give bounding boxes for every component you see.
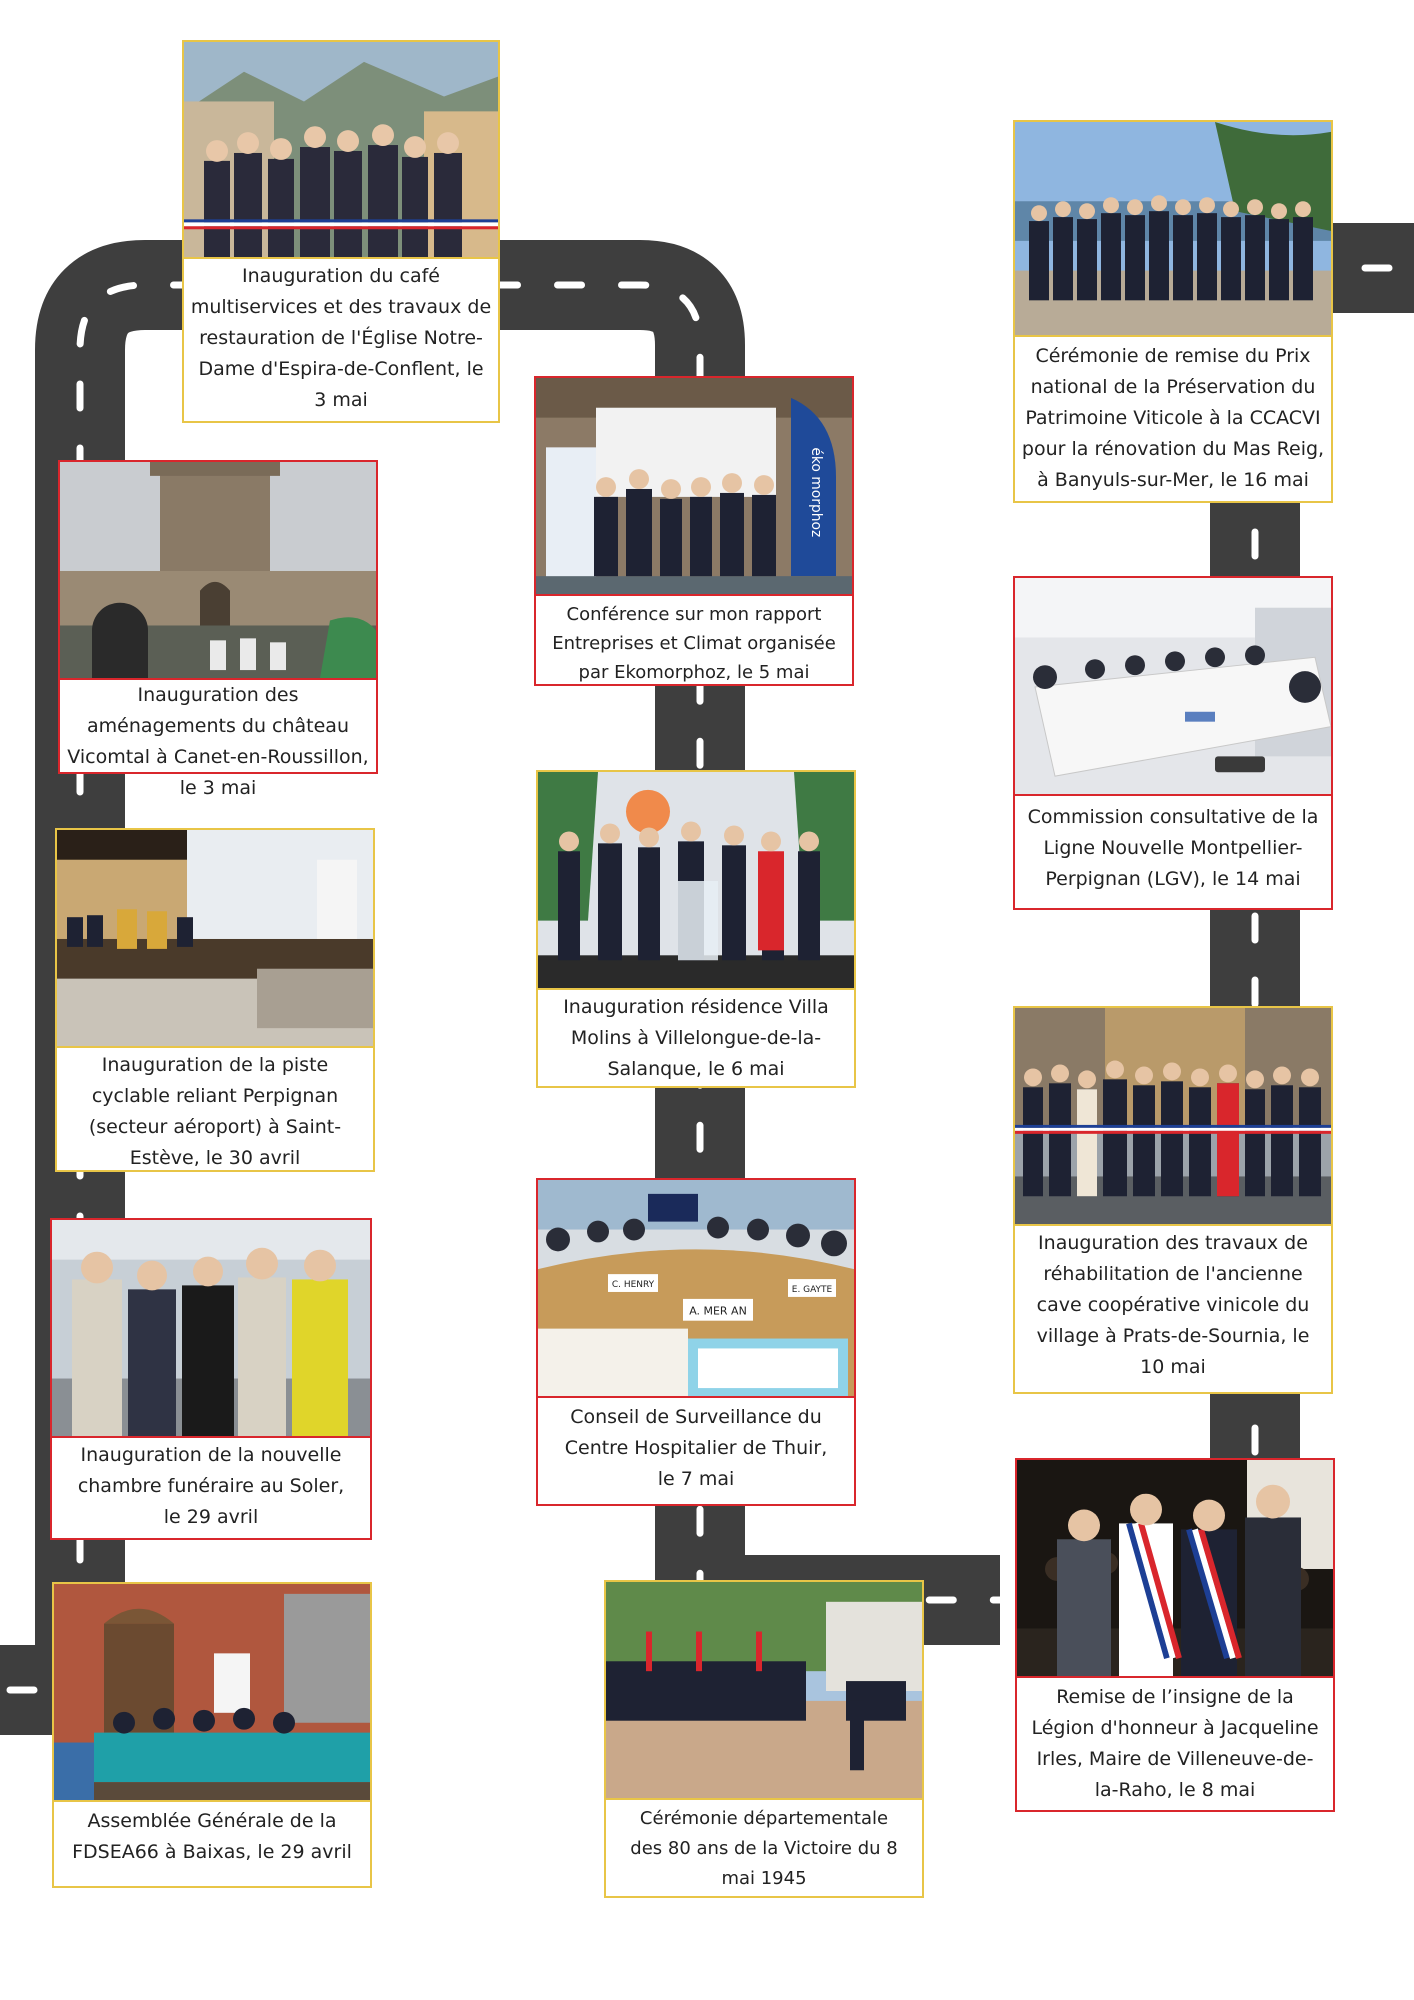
event-caption: Assemblée Générale de la FDSEA66 à Baixas, le 29 avril (72, 1810, 352, 1863)
name-card: A. MER AN (689, 1304, 747, 1318)
event-card-thuir (536, 1178, 856, 1506)
event-caption: Inauguration du café multiservices et des travaux de restauration de l'Église Notre-Dame d'Espira-de-Conflent, le 3 mai (190, 265, 492, 411)
event-card-baixas (52, 1582, 372, 1888)
event-caption: Inauguration des travaux de réhabilitation de l'ancienne cave coopérative vinicole du village à Prats-de-Sournia, le 10 mai (1036, 1232, 1310, 1378)
name-card: C. HENRY (611, 1280, 655, 1290)
assembly-hall-photo (54, 1584, 370, 1802)
event-caption: Conseil de Surveillance du Centre Hospitalier de Thuir, le 7 mai (564, 1406, 828, 1490)
event-card-villelongue (536, 770, 856, 1088)
group-portrait-photo (52, 1220, 370, 1438)
event-caption: Conférence sur mon rapport Entreprises et Climat organisée par Ekomorphoz, le 5 mai (552, 604, 836, 683)
event-caption: Inauguration de la piste cyclable reliant Perpignan (secteur aéroport) à Saint-Estève, le 30 avril (88, 1054, 342, 1169)
event-caption: Cérémonie départementale des 80 ans de la Victoire du 8 mai 1945 (630, 1808, 898, 1889)
event-card-espira (182, 40, 500, 423)
event-card-legion (1015, 1458, 1335, 1812)
name-card: E. GAYTE (791, 1284, 833, 1295)
event-caption: Inauguration des aménagements du château Vicomtal à Canet-en-Roussillon, le 3 mai (67, 684, 369, 799)
conference-stage-photo (536, 378, 852, 596)
event-card-canet (58, 460, 378, 799)
event-caption: Cérémonie de remise du Prix national de la Préservation du Patrimoine Viticole à la CCACVI pour la rénovation du Mas Reig, à Banyuls-sur-Mer, le 16 mai (1021, 345, 1325, 491)
round-table-photo (538, 1180, 854, 1398)
meeting-room-photo (1015, 578, 1331, 796)
podium-group-photo (538, 772, 854, 990)
castle-tower-photo (60, 462, 376, 680)
medal-ceremony-photo (1017, 1460, 1333, 1678)
event-caption: Inauguration résidence Villa Molins à Villelongue-de-la-Salanque, le 6 mai (563, 996, 829, 1080)
ribbon-cutting-photo (1015, 1008, 1331, 1226)
event-card-prats (1013, 1006, 1333, 1394)
event-card-ekomorphoz (534, 376, 854, 686)
event-card-saint-esteve (55, 828, 375, 1172)
banner-text: éko morphoz (807, 447, 825, 538)
event-caption: Commission consultative de la Ligne Nouvelle Montpellier-Perpignan (LGV), le 14 mai (1027, 806, 1319, 890)
event-caption: Remise de l’insigne de la Légion d'honneur à Jacqueline Irles, Maire de Villeneuve-de-la-Raho, le 8 mai (1031, 1686, 1319, 1801)
ribbon-cutting-photo (184, 42, 498, 259)
military-ceremony-photo (606, 1582, 922, 1800)
event-card-victoire (604, 1580, 924, 1898)
event-card-soler (50, 1218, 372, 1540)
event-card-lgv (1013, 576, 1333, 910)
auditorium-photo (57, 830, 373, 1048)
event-caption: Inauguration de la nouvelle chambre funéraire au Soler, le 29 avril (77, 1444, 345, 1528)
event-card-banyuls (1013, 120, 1333, 503)
group-outdoor-photo (1015, 122, 1331, 337)
